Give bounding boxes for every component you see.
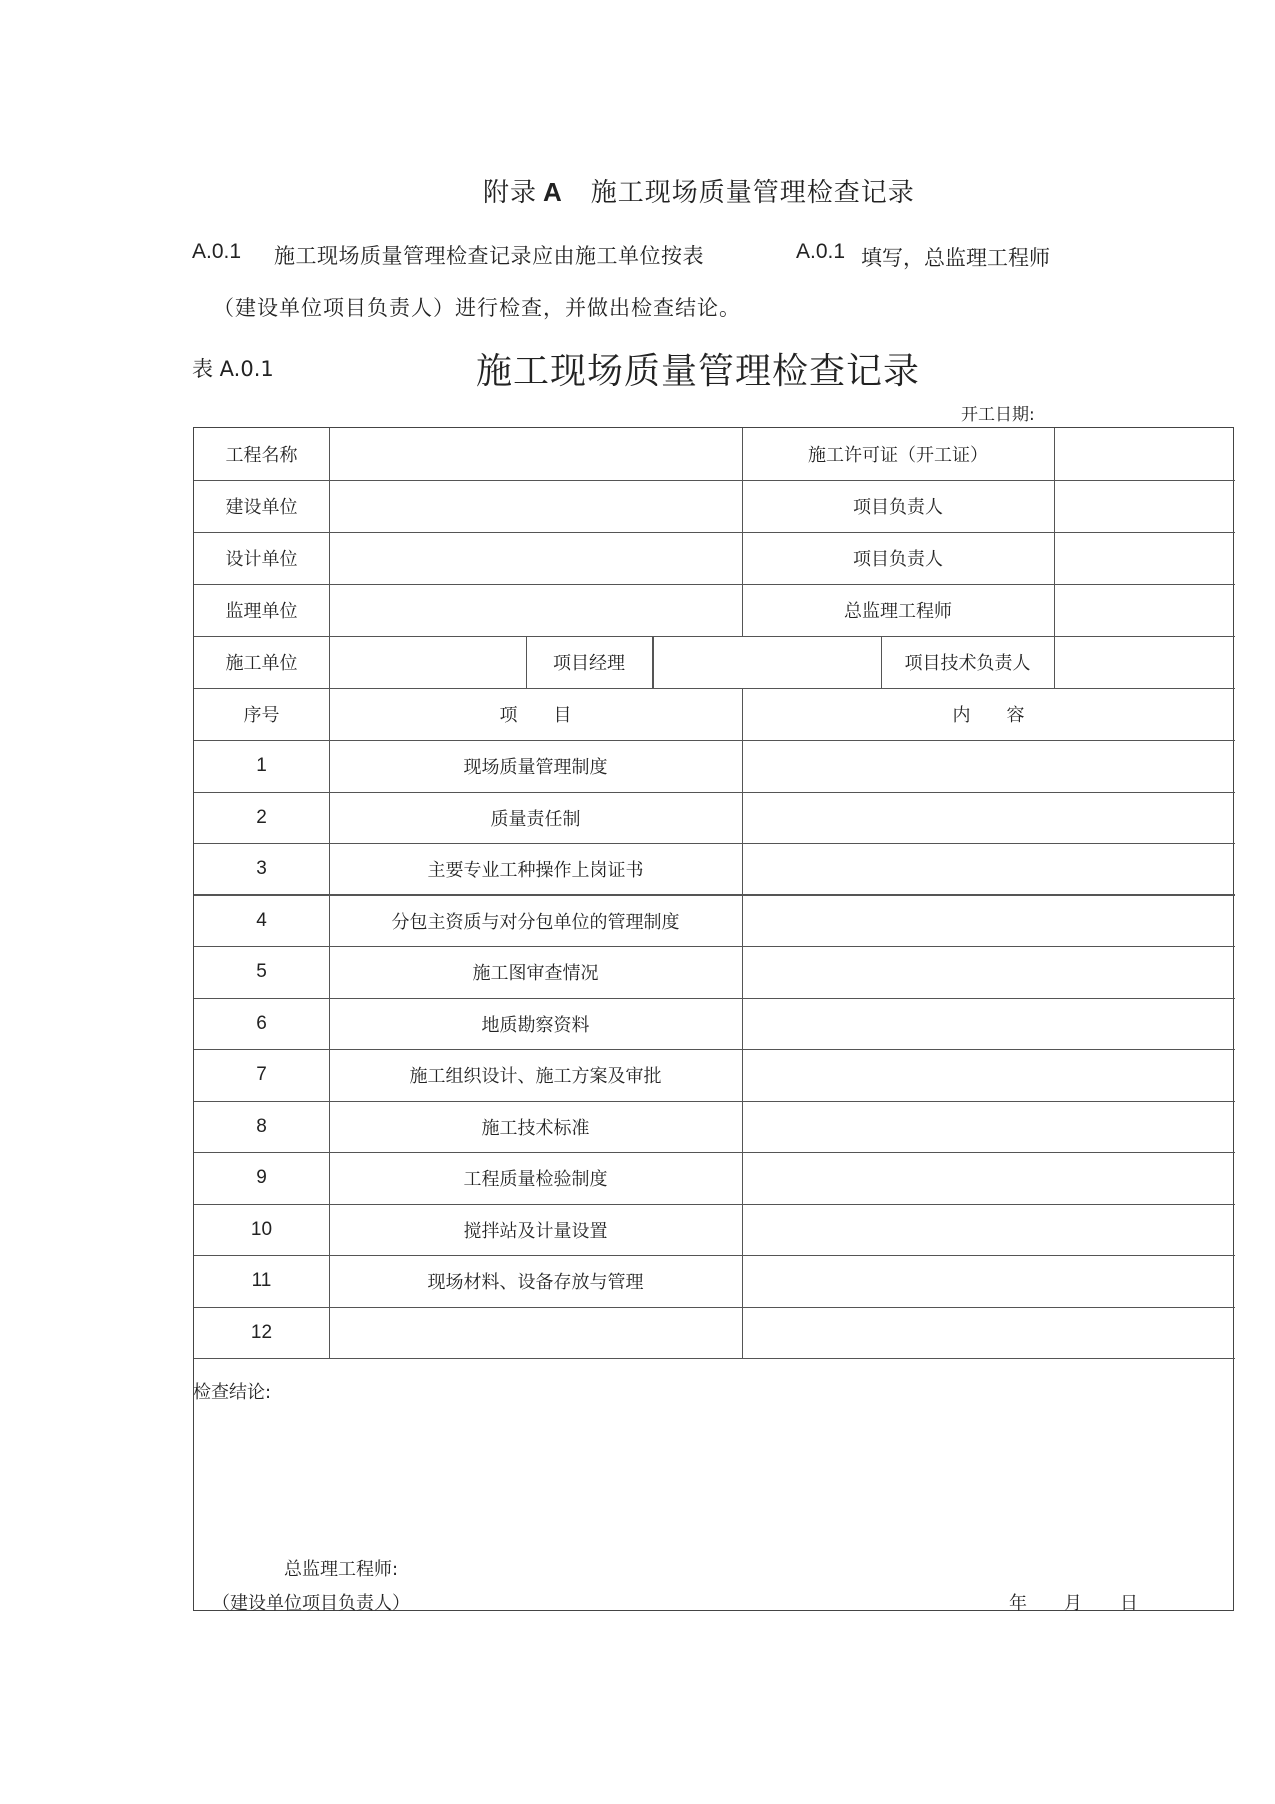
input-cell [1054, 636, 1235, 688]
item-number: 4 [256, 909, 267, 931]
clause-text-line2: （建设单位项目负责人）进行检查，并做出检查结论。 [213, 296, 741, 320]
input-cell [652, 636, 881, 688]
item-number: 2 [256, 806, 267, 828]
table-divider [194, 1358, 1235, 1359]
input-cell [1054, 428, 1235, 480]
input-cell [329, 532, 742, 584]
row-label: 设计单位 [225, 549, 298, 570]
item-content-cell [742, 1255, 1235, 1307]
item-name: 搅拌站及计量设置 [463, 1220, 608, 1242]
row-label: 项目负责人 [853, 549, 943, 570]
item-number: 5 [256, 961, 267, 982]
row-label: 总监理工程师 [844, 601, 952, 622]
input-cell [1054, 532, 1235, 584]
column-header-item: 项 目 [499, 705, 572, 726]
item-content-cell [742, 1101, 1235, 1152]
tech-lead-label: 项目技术负责人 [904, 653, 1031, 674]
item-number: 8 [256, 1115, 267, 1137]
item-name: 工程质量检验制度 [463, 1169, 608, 1190]
construction-unit-label: 施工单位 [225, 653, 298, 674]
row-label: 施工许可证（开工证） [808, 445, 988, 466]
clause-text: 施工现场质量管理检查记录应由施工单位按表 [274, 244, 704, 268]
row-label: 监理单位 [225, 601, 298, 622]
input-cell [1054, 480, 1235, 532]
clause-text-end: 填写，总监理工程师 [861, 246, 1050, 270]
item-number: 6 [256, 1012, 267, 1034]
item-content-cell [742, 740, 1235, 792]
item-content-cell [742, 998, 1235, 1049]
item-name: 分包主资质与对分包单位的管理制度 [391, 911, 680, 933]
chief-supervisor-label: 总监理工程师: [284, 1559, 399, 1580]
owner-project-lead-label: （建设单位项目负责人） [212, 1593, 410, 1614]
row-label: 项目负责人 [853, 497, 943, 518]
input-cell [329, 636, 526, 688]
input-cell [329, 584, 742, 636]
column-header-content: 内 容 [952, 705, 1025, 726]
row-label: 工程名称 [225, 445, 298, 466]
item-content-cell [742, 1152, 1235, 1204]
item-number: 12 [250, 1321, 273, 1343]
clause-table-ref: A.0.1 [796, 240, 846, 263]
item-name: 现场材料、设备存放与管理 [427, 1272, 644, 1293]
appendix-prefix: 附录 [483, 178, 538, 208]
item-number: 7 [256, 1064, 267, 1085]
table-label: 表 A.0.1 [192, 357, 274, 381]
item-content-cell [742, 895, 1235, 946]
inspection-form [193, 427, 1234, 1611]
start-date-label: 开工日期: [961, 405, 1035, 425]
conclusion-label: 检查结论: [193, 1382, 272, 1403]
row-label: 建设单位 [225, 497, 298, 518]
input-cell [329, 480, 742, 532]
item-name: 施工技术标准 [481, 1117, 590, 1139]
item-name [329, 1307, 742, 1358]
item-name: 施工图审查情况 [472, 963, 599, 984]
item-content-cell [742, 946, 1235, 998]
item-content-cell [742, 1204, 1235, 1255]
appendix-title: 施工现场质量管理检查记录 [590, 178, 915, 208]
date-day-label: 日 [1120, 1593, 1138, 1614]
item-number: 10 [250, 1218, 273, 1240]
item-number: 9 [256, 1167, 267, 1188]
item-number: 3 [256, 858, 267, 879]
item-name: 施工组织设计、施工方案及审批 [409, 1066, 662, 1087]
item-content-cell [742, 1307, 1235, 1358]
item-number: 11 [251, 1270, 272, 1291]
clause-code: A.0.1 [192, 240, 242, 263]
item-name: 主要专业工种操作上岗证书 [427, 860, 644, 881]
appendix-letter: A [543, 177, 563, 207]
input-cell [329, 428, 742, 480]
date-month-label: 月 [1064, 1593, 1082, 1614]
input-cell [1054, 584, 1235, 636]
item-content-cell [742, 792, 1235, 843]
date-year-label: 年 [1009, 1593, 1027, 1614]
column-header-no: 序号 [243, 705, 280, 726]
item-name: 现场质量管理制度 [463, 757, 608, 778]
item-name: 质量责任制 [490, 808, 581, 830]
item-content-cell [742, 1049, 1235, 1101]
table-title: 施工现场质量管理检查记录 [476, 351, 921, 392]
item-content-cell [742, 843, 1235, 895]
project-manager-label: 项目经理 [553, 653, 625, 674]
appendix-heading [483, 172, 915, 209]
item-number: 1 [256, 755, 267, 776]
item-name: 地质勘察资料 [481, 1014, 590, 1036]
